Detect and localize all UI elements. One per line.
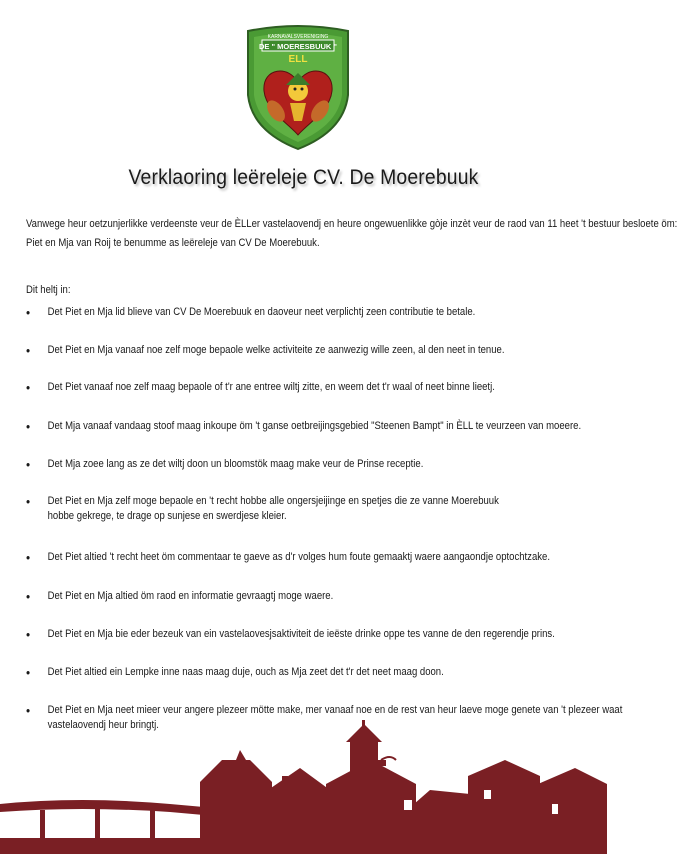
intro-line-1: Vanwege heur oetzunjerlikke verdeenste veur de ÈLLer vastelaovendj en heure ongewuenlikke gòje inzèt veur de raod van 11 heet 't bestuur besloete öm:: [26, 218, 677, 230]
intro-paragraph: [26, 215, 677, 253]
bullet-icon: •: [26, 550, 31, 565]
village-skyline-silhouette: [0, 720, 607, 854]
page-title: Verklaoring leëreleje CV. De Moerebuuk: [128, 166, 479, 189]
list-item: • Det Piet en Mja vanaaf noe zelf moge bepaole welke activiteite ze aanwezig wille zeen, al den neet in tenue.: [26, 343, 505, 358]
bullet-icon: •: [26, 494, 31, 509]
logo-top-text: KARNAVALSVERENIGING: [267, 34, 329, 40]
list-item: • Det Piet en Mja neet mieer veur angere plezeer mötte make, mer vanaaf noe en de rest van heur laeve moge genete van 't plezeer waat vastelaovendj heur bringtj.: [26, 703, 623, 731]
logo-banner: DE " MOERESBUUK ": [259, 42, 337, 51]
bullet-icon: •: [26, 419, 31, 434]
bullet-icon: •: [26, 457, 31, 472]
bullet-icon: •: [26, 380, 31, 395]
bullet-icon: •: [26, 627, 31, 642]
list-item: • Det Piet en Mja altied öm raod en informatie gevraagtj moge waere.: [26, 589, 334, 604]
list-item: • Det Piet en Mja bie eder bezeuk van ein vastelaovesjsaktiviteit de ieëste drinke oppe tes vanne de den regerendje prins.: [26, 627, 555, 642]
list-heading: Dit heltj in:: [26, 284, 71, 296]
list-item: • Det Piet en Mja lid blieve van CV De Moerebuuk en daoveur neet verplichtj zeen contributie te betale.: [26, 305, 476, 320]
list-item: • Det Piet altied ein Lempke inne naas maag duje, ouch as Mja zeet det t'r det neet maag doon.: [26, 665, 444, 680]
list-item: • Det Piet altied 't recht heet öm commentaar te gaeve as d'r volges hum foute gemaaktj waere aangaondje optochtzake.: [26, 550, 550, 565]
bullet-icon: •: [26, 665, 31, 680]
carnival-shield-logo: [240, 25, 356, 153]
bullet-icon: •: [26, 703, 31, 718]
list-item: • Det Piet vanaaf noe zelf maag bepaole of t'r ane entree wiltj zitte, en weem det t'r waal of neet binne lieetj.: [26, 380, 495, 395]
list-item: • Det Mja vanaaf vandaag stoof maag inkoupe öm 't ganse oetbreijingsgebied "Steenen Bampt" in ÈLL te veurzeen van moeere.: [26, 419, 582, 434]
list-item: • Det Mja zoee lang as ze det wiltj doon un bloomstök maag make veur de Prinse receptie.: [26, 457, 424, 472]
bullet-icon: •: [26, 305, 31, 320]
bullet-icon: •: [26, 343, 31, 358]
list-item: • Det Piet en Mja zelf moge bepaole en 't recht hobbe alle ongersjeijinge en spetjes die ze vanne Moerebuuk hobbe gekrege, te drage op sunjese en swerdjese kleier.: [26, 494, 499, 522]
intro-line-2: Piet en Mja van Roij te benumme as leëreleje van CV De Moerebuuk.: [26, 237, 320, 249]
logo-place: ELL: [288, 54, 308, 65]
bullet-icon: •: [26, 589, 31, 604]
